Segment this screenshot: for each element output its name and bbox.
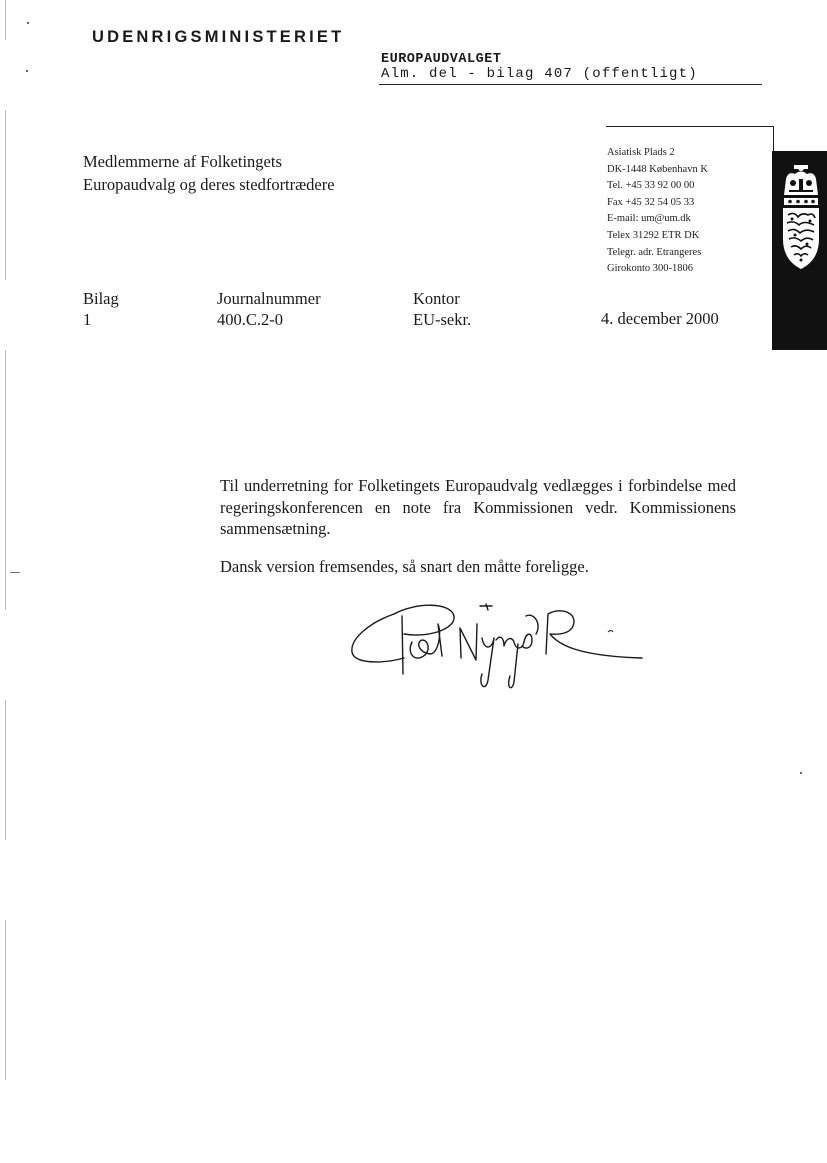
scan-edge-mark: [5, 920, 6, 1080]
ministry-name: [92, 28, 344, 47]
address-line: Telex 31292 ETR DK: [607, 229, 700, 241]
ministry-name-text: UDENRIGSMINISTERIET: [92, 28, 345, 46]
kontor-value: EU-sekr.: [413, 310, 472, 329]
address-line: Asiatisk Plads 2: [607, 147, 675, 158]
bilag-label: Bilag: [83, 289, 119, 308]
body-paragraph: Til underretning for Folketingets Europaudvalg vedlægges i forbindelse med regeringskonferencen en note fra Kommissionen vedr. Kommissionens sammensætning.: [220, 476, 736, 538]
kontor-column: [413, 288, 471, 330]
scan-edge-mark: [5, 0, 6, 40]
scan-speck: [27, 22, 29, 24]
address-line: Fax +45 32 54 05 33: [607, 196, 695, 208]
journal-column: [217, 288, 321, 330]
address-line: Telegr. adr. Etrangeres: [607, 246, 702, 258]
ministry-address: [607, 145, 708, 278]
scan-speck: [800, 772, 802, 774]
committee-name: EUROPAUDVALGET: [381, 52, 502, 67]
reference-underline: [379, 84, 762, 85]
scan-speck: [26, 70, 28, 72]
recipient-block: [83, 150, 335, 196]
bilag-value: 1: [83, 310, 92, 329]
recipient-line: Medlemmerne af Folketingets: [83, 152, 282, 171]
scan-edge-mark: [5, 350, 6, 610]
scan-edge-mark: [5, 110, 6, 280]
handwritten-signature: [346, 594, 646, 694]
journal-value: 400.C.2-0: [217, 310, 283, 329]
address-rule: [773, 126, 774, 152]
kontor-label: Kontor: [413, 289, 460, 308]
scan-edge-mark: [5, 700, 6, 840]
address-rule: [606, 126, 773, 127]
address-line: Girokonto 300-1806: [607, 263, 694, 275]
danish-royal-coat-of-arms-icon: [780, 165, 822, 275]
coat-of-arms-tab: [772, 151, 827, 350]
address-line: E-mail: um@um.dk: [607, 213, 691, 225]
letter-date: 4. december 2000: [601, 309, 719, 328]
punch-mark: [10, 572, 20, 573]
recipient-line: Europaudvalg og deres stedfortrædere: [83, 175, 335, 194]
document-reference: Alm. del - bilag 407 (offentligt): [381, 66, 698, 82]
journal-label: Journalnummer: [217, 289, 321, 308]
bilag-column: [83, 288, 119, 330]
body-paragraph: Dansk version fremsendes, så snart den måtte foreligge.: [220, 557, 589, 576]
address-line: Tel. +45 33 92 00 00: [607, 180, 695, 192]
address-line: DK-1448 København K: [607, 163, 708, 175]
